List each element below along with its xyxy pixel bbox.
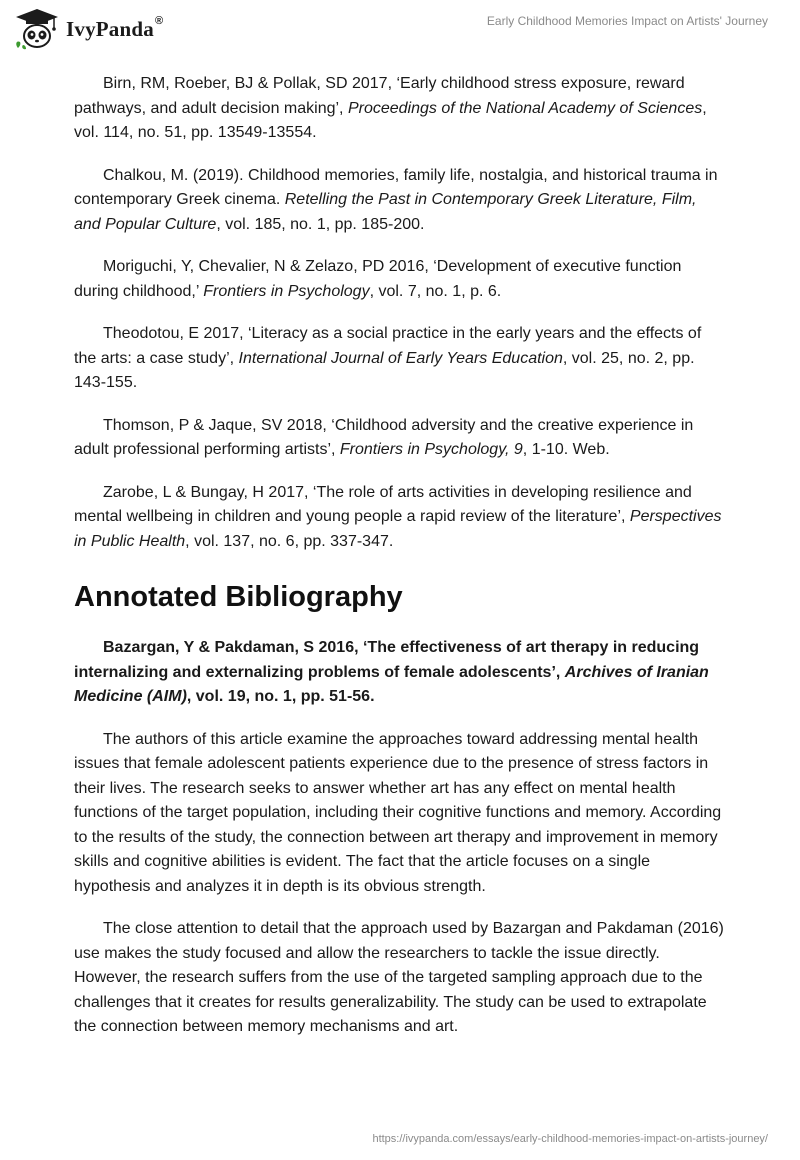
- reference-entry: Thomson, P & Jaque, SV 2018, ‘Childhood adversity and the creative experience in adult professional performing artists’, Frontiers in Psychology, 9, 1-10. Web.: [74, 416, 694, 458]
- logo-text: IvyPanda®: [66, 14, 164, 41]
- reference-entry: Zarobe, L & Bungay, H 2017, ‘The role of arts activities in developing resilience and mental wellbeing in children and young people a rapid review of the literature’, Perspectives in Public Health, vol. 137, no. 6, pp. 337-347.: [74, 483, 722, 550]
- reference-entry: Chalkou, M. (2019). Childhood memories, family life, nostalgia, and historical trauma in contemporary Greek cinema. Retelling the Past in Contemporary Greek Literature, Film, and Popular Culture, vol. 185, no. 1, pp. 185-200.: [74, 166, 718, 233]
- reference-entry: Birn, RM, Roeber, BJ & Pollak, SD 2017, ‘Early childhood stress exposure, reward pathways, and adult decision making’, Proceedings of the National Academy of Sciences, vol. 114, no. 51, pp. 13549-13554.: [74, 75, 707, 141]
- panda-graduate-icon: [14, 8, 60, 50]
- annotation-paragraph: The authors of this article examine the approaches toward addressing mental health issues that female adolescent patients experience due to the presence of stress factors in their lives. The research seeks to answer whether art has any effect on mental health functions of the target population, including their cognitive functions and memory. According to the results of the study, the connection between art therapy and improvement in memory skills and cognitive abilities is evident. The fact that the article focuses on a single hypothesis and analyzes it in depth is its obvious strength.: [74, 730, 722, 895]
- annotation-paragraph: The close attention to detail that the approach used by Bazargan and Pakdaman (2016) use makes the study focused and allow the researchers to tackle the issue directly. However, the research suffers from the use of the targeted sampling approach due to the challenges that it creates for results generalizability. The study can be used to extrapolate the connection between memory mechanisms and art.: [74, 920, 724, 1035]
- document-body: [74, 72, 726, 1058]
- annotated-entry-title: Bazargan, Y & Pakdaman, S 2016, ‘The effectiveness of art therapy in reducing internalizing and externalizing problems of female adolescents’, Archives of Iranian Medicine (AIM), vol. 19, no. 1, pp. 51-56.: [74, 639, 709, 705]
- ivypanda-logo[interactable]: [14, 8, 163, 50]
- reference-entry: Moriguchi, Y, Chevalier, N & Zelazo, PD 2016, ‘Development of executive function during childhood,’ Frontiers in Psychology, vol. 7, no. 1, p. 6.: [74, 258, 682, 300]
- reference-entry: Theodotou, E 2017, ‘Literacy as a social practice in the early years and the effects of the arts: a case study’, International Journal of Early Years Education, vol. 25, no. 2, pp. 143-155.: [74, 325, 702, 391]
- footer-url[interactable]: https://ivypanda.com/essays/early-childhood-memories-impact-on-artists-journey/: [372, 1133, 768, 1145]
- section-heading: Annotated Bibliography: [74, 581, 403, 613]
- page-header: [0, 0, 800, 60]
- document-title: Early Childhood Memories Impact on Artists' Journey: [486, 14, 768, 28]
